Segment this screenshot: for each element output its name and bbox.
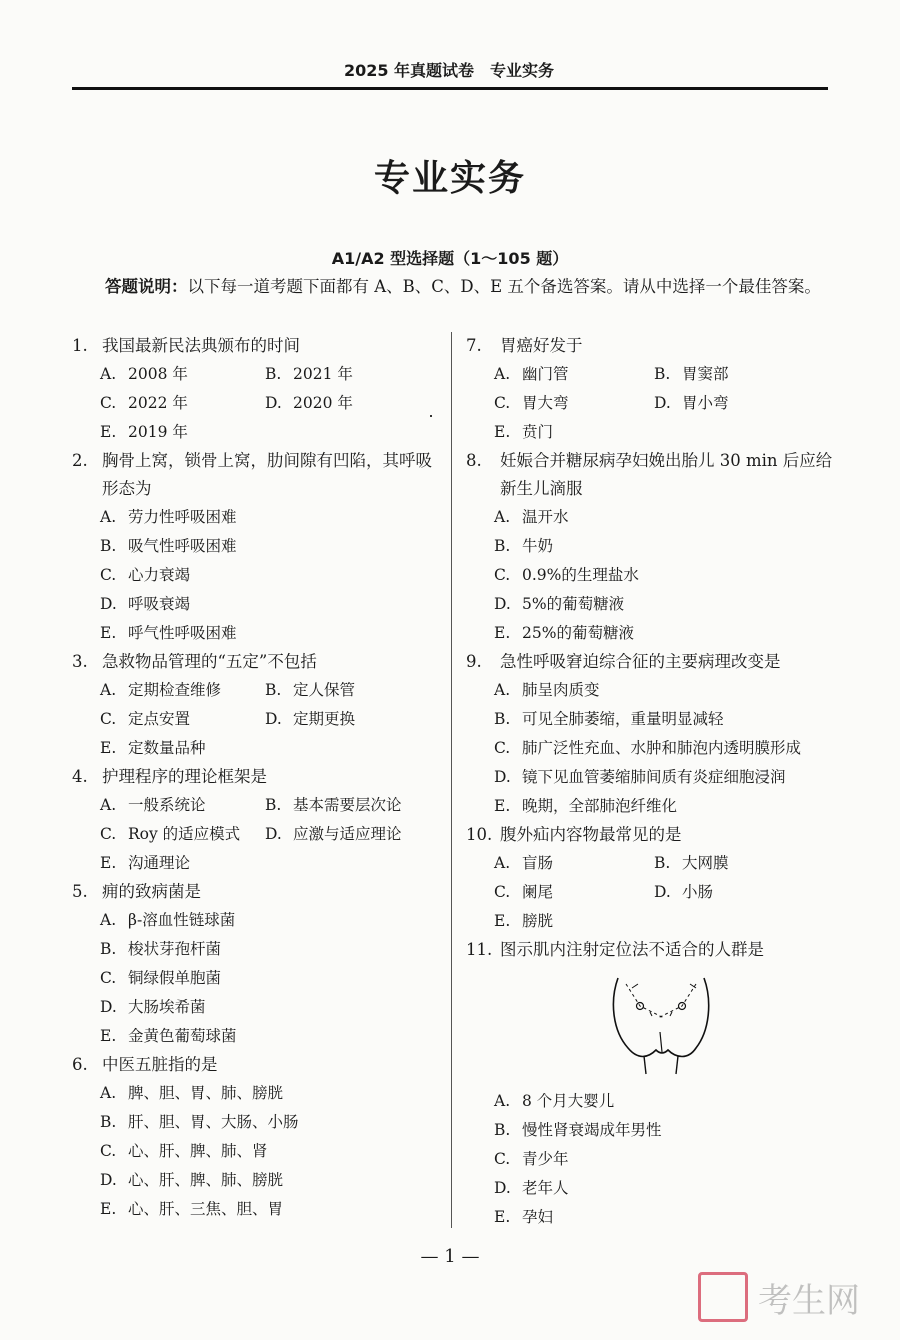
options (72, 1079, 442, 1224)
right-column (466, 332, 836, 1232)
question-number: 3. (72, 652, 88, 671)
question-number: 4. (72, 767, 88, 786)
question-text: 急救物品管理的“五定”不包括 (102, 652, 317, 671)
watermark-text: 考生网 (758, 1280, 860, 1321)
option-letter: C. (494, 566, 511, 584)
question-text: 妊娠合并糖尿病孕妇娩出胎儿 30 min 后应给新生儿滴服 (500, 451, 833, 498)
question-3 (72, 648, 442, 763)
option-letter: E. (100, 1200, 117, 1218)
option-d (265, 705, 435, 734)
option-letter: E. (494, 423, 511, 441)
option-text: 应激与适应理论 (293, 825, 402, 843)
option-letter: B. (654, 854, 671, 872)
option-letter: A. (494, 365, 511, 383)
question-number: 2. (72, 451, 88, 470)
option-text: 幽门管 (522, 365, 569, 383)
question-9 (466, 648, 836, 821)
option-letter: E. (494, 1208, 511, 1226)
option-letter: A. (100, 1084, 117, 1102)
option-letter: C. (100, 394, 117, 412)
option-letter: D. (654, 883, 671, 901)
option-letter: D. (100, 998, 117, 1016)
option-d (494, 1174, 836, 1203)
option-text: 2020 年 (293, 394, 353, 412)
option-text: 25%的葡萄糖液 (522, 624, 634, 642)
option-letter: D. (494, 1179, 511, 1197)
option-text: 沟通理论 (128, 854, 191, 872)
question-number: 5. (72, 882, 88, 901)
option-text: 肺广泛性充血、水肿和肺泡内透明膜形成 (522, 739, 802, 757)
option-text: 心、肝、脾、肺、肾 (128, 1142, 268, 1160)
option-e (100, 1195, 442, 1224)
question-6 (72, 1051, 442, 1224)
option-text: 定数量品种 (128, 739, 206, 757)
option-b (494, 1116, 836, 1145)
watermark (698, 1272, 860, 1322)
option-text: 脾、胆、胃、肺、膀胱 (128, 1084, 284, 1102)
options (466, 503, 836, 648)
option-text: 定人保管 (293, 681, 356, 699)
option-text: 吸气性呼吸困难 (128, 537, 237, 555)
option-b (265, 360, 435, 389)
option-c (100, 389, 265, 418)
option-letter: D. (494, 768, 511, 786)
options (72, 676, 442, 763)
option-letter: C. (494, 739, 511, 757)
option-letter: A. (494, 854, 511, 872)
option-text: 铜绿假单胞菌 (128, 969, 222, 987)
option-text: 胃小弯 (682, 394, 729, 412)
option-text: 2008 年 (128, 365, 188, 383)
option-a (494, 360, 654, 389)
option-letter: B. (265, 681, 282, 699)
option-text: 劳力性呼吸困难 (128, 508, 237, 526)
option-letter: E. (494, 624, 511, 642)
option-d (100, 590, 442, 619)
option-e (494, 792, 836, 821)
option-letter: E. (100, 624, 117, 642)
option-c (494, 561, 836, 590)
option-b (494, 705, 836, 734)
option-text: 阑尾 (522, 883, 554, 901)
option-text: 肺呈肉质变 (522, 681, 600, 699)
option-letter: E. (100, 423, 117, 441)
column-divider (451, 332, 452, 1228)
option-c (494, 389, 654, 418)
option-letter: C. (100, 825, 117, 843)
option-text: 胃大弯 (522, 394, 569, 412)
instructions-text: 以下每一道考题下面都有 A、B、C、D、E 五个备选答案。请从中选择一个最佳答案。 (187, 277, 821, 296)
option-text: 呼气性呼吸困难 (128, 624, 237, 642)
question-7 (466, 332, 836, 447)
option-letter: A. (100, 911, 117, 929)
question-stem (466, 648, 836, 676)
option-e (494, 907, 654, 936)
question-stem (466, 936, 836, 964)
running-header: 2025 年真题试卷 专业实务 (343, 61, 555, 80)
header-rule (72, 87, 828, 90)
options (466, 676, 836, 821)
option-letter: B. (100, 537, 117, 555)
option-letter: E. (100, 1027, 117, 1045)
option-text: 孕妇 (522, 1208, 554, 1226)
options (72, 503, 442, 648)
question-number: 9. (466, 652, 482, 671)
option-e (100, 619, 442, 648)
option-b (265, 791, 435, 820)
option-text: 肝、胆、胃、大肠、小肠 (128, 1113, 299, 1131)
watermark-logo-icon (698, 1272, 748, 1322)
question-10 (466, 821, 836, 936)
option-text: 盲肠 (522, 854, 554, 872)
question-number: 11. (466, 940, 493, 959)
option-letter: D. (265, 825, 282, 843)
option-letter: C. (100, 969, 117, 987)
option-text: 镜下见血管萎缩肺间质有炎症细胞浸润 (522, 768, 786, 786)
option-c (100, 820, 265, 849)
option-letter: C. (100, 710, 117, 728)
option-b (100, 1108, 442, 1137)
option-letter: D. (654, 394, 671, 412)
option-a (494, 849, 654, 878)
option-letter: E. (494, 797, 511, 815)
option-text: 温开水 (522, 508, 569, 526)
option-c (100, 964, 442, 993)
option-letter: B. (100, 1113, 117, 1131)
option-text: 5%的葡萄糖液 (522, 595, 625, 613)
question-text: 护理程序的理论框架是 (102, 767, 267, 786)
option-a (100, 791, 265, 820)
option-text: 大网膜 (682, 854, 729, 872)
option-letter: C. (494, 1150, 511, 1168)
question-text: 急性呼吸窘迫综合征的主要病理改变是 (500, 652, 781, 671)
option-text: 心力衰竭 (128, 566, 191, 584)
instructions (72, 273, 828, 300)
option-text: 2022 年 (128, 394, 188, 412)
cleft-line (660, 1032, 662, 1052)
option-letter: B. (100, 940, 117, 958)
speck (430, 415, 432, 417)
option-text: 膀胱 (522, 912, 554, 930)
question-stem (466, 821, 836, 849)
option-letter: D. (100, 1171, 117, 1189)
option-letter: B. (494, 710, 511, 728)
option-letter: D. (265, 710, 282, 728)
left-column (72, 332, 442, 1224)
option-c (494, 878, 654, 907)
option-letter: E. (494, 912, 511, 930)
option-text: 贲门 (522, 423, 554, 441)
option-a (100, 1079, 442, 1108)
instructions-label: 答题说明： (105, 277, 188, 296)
option-letter: D. (100, 595, 117, 613)
option-text: 可见全肺萎缩，重量明显减轻 (522, 710, 724, 728)
question-text: 我国最新民法典颁布的时间 (102, 336, 300, 355)
option-letter: B. (265, 365, 282, 383)
option-text: 大肠埃希菌 (128, 998, 206, 1016)
option-e (100, 734, 265, 763)
options (72, 360, 442, 447)
question-8 (466, 447, 836, 648)
option-b (654, 849, 824, 878)
option-text: 梭状芽孢杆菌 (128, 940, 222, 958)
option-d (100, 1166, 442, 1195)
option-letter: D. (265, 394, 282, 412)
dashed-line (626, 984, 664, 1018)
question-text: 图示肌内注射定位法不适合的人群是 (500, 940, 764, 959)
option-e (100, 418, 265, 447)
option-text: Roy 的适应模式 (128, 825, 241, 843)
question-stem (72, 1051, 442, 1079)
option-e (494, 619, 836, 648)
option-d (494, 763, 836, 792)
option-letter: A. (494, 681, 511, 699)
option-letter: A. (494, 508, 511, 526)
option-text: 一般系统论 (128, 796, 206, 814)
option-text: 老年人 (522, 1179, 569, 1197)
option-letter: E. (100, 854, 117, 872)
question-1 (72, 332, 442, 447)
question-stem (72, 447, 442, 503)
question-stem (466, 447, 836, 503)
option-letter: B. (265, 796, 282, 814)
option-c (100, 705, 265, 734)
option-text: 心、肝、三焦、胆、胃 (128, 1200, 284, 1218)
option-text: 心、肝、脾、肺、膀胱 (128, 1171, 284, 1189)
question-text: 痈的致病菌是 (102, 882, 201, 901)
option-text: 胃窦部 (682, 365, 729, 383)
injection-site-figure (606, 970, 716, 1075)
option-text: 金黄色葡萄球菌 (128, 1027, 237, 1045)
option-text: 定期检查维修 (128, 681, 222, 699)
options (466, 360, 836, 447)
option-letter: A. (100, 365, 117, 383)
option-c (100, 561, 442, 590)
option-a (100, 676, 265, 705)
question-number: 10. (466, 825, 493, 844)
option-d (265, 820, 435, 849)
leg-line (644, 1056, 646, 1074)
option-letter: A. (100, 681, 117, 699)
option-text: 晚期，全部肺泡纤维化 (522, 797, 678, 815)
option-b (494, 532, 836, 561)
option-a (494, 676, 836, 705)
option-letter: C. (494, 883, 511, 901)
option-a (100, 906, 442, 935)
option-letter: C. (494, 394, 511, 412)
option-b (100, 532, 442, 561)
option-text: 小肠 (682, 883, 714, 901)
option-b (100, 935, 442, 964)
question-stem (72, 648, 442, 676)
option-e (494, 1203, 836, 1232)
option-c (494, 1145, 836, 1174)
options (72, 906, 442, 1051)
option-d (654, 878, 824, 907)
option-e (100, 849, 265, 878)
option-text: 2021 年 (293, 365, 353, 383)
question-number: 6. (72, 1055, 88, 1074)
question-number: 8. (466, 451, 482, 470)
option-e (494, 418, 654, 447)
question-text: 胸骨上窝，锁骨上窝，肋间隙有凹陷，其呼吸形态为 (102, 451, 432, 498)
option-text: 基本需要层次论 (293, 796, 402, 814)
option-text: 定点安置 (128, 710, 191, 728)
option-a (100, 503, 442, 532)
option-d (654, 389, 824, 418)
options (72, 791, 442, 878)
option-letter: A. (100, 796, 117, 814)
option-letter: D. (494, 595, 511, 613)
question-2 (72, 447, 442, 648)
page-number: — 1 — (420, 1246, 480, 1267)
question-11 (466, 936, 836, 1232)
page-title: 专业实务 (373, 158, 526, 199)
leg-line (676, 1056, 678, 1074)
question-text: 胃癌好发于 (500, 336, 583, 355)
question-text: 腹外疝内容物最常见的是 (500, 825, 682, 844)
option-letter: B. (654, 365, 671, 383)
option-letter: B. (494, 537, 511, 555)
option-c (494, 734, 836, 763)
option-letter: A. (100, 508, 117, 526)
option-letter: A. (494, 1092, 511, 1110)
section-title: A1/A2 型选择题（1～105 题） (331, 249, 569, 268)
option-text: 8 个月大婴儿 (522, 1092, 615, 1110)
option-text: 青少年 (522, 1150, 569, 1168)
option-text: 定期更换 (293, 710, 356, 728)
option-letter: B. (494, 1121, 511, 1139)
options (466, 849, 836, 936)
option-text: 0.9%的生理盐水 (522, 566, 639, 584)
option-e (100, 1022, 442, 1051)
option-text: 2019 年 (128, 423, 188, 441)
options (466, 1087, 836, 1232)
option-a (494, 1087, 836, 1116)
dashed-line (658, 984, 696, 1018)
question-stem (72, 878, 442, 906)
option-d (494, 590, 836, 619)
option-letter: E. (100, 739, 117, 757)
option-d (265, 389, 435, 418)
question-5 (72, 878, 442, 1051)
option-letter: C. (100, 1142, 117, 1160)
question-stem (466, 332, 836, 360)
option-letter: C. (100, 566, 117, 584)
question-stem (72, 332, 442, 360)
option-text: 牛奶 (522, 537, 554, 555)
option-b (265, 676, 435, 705)
question-stem (72, 763, 442, 791)
option-text: 呼吸衰竭 (128, 595, 191, 613)
option-text: 慢性肾衰竭成年男性 (522, 1121, 662, 1139)
question-4 (72, 763, 442, 878)
question-number: 1. (72, 336, 88, 355)
option-d (100, 993, 442, 1022)
question-number: 7. (466, 336, 482, 355)
option-c (100, 1137, 442, 1166)
option-b (654, 360, 824, 389)
question-text: 中医五脏指的是 (102, 1055, 218, 1074)
option-a (100, 360, 265, 389)
option-text: β-溶血性链球菌 (128, 911, 236, 929)
option-a (494, 503, 836, 532)
